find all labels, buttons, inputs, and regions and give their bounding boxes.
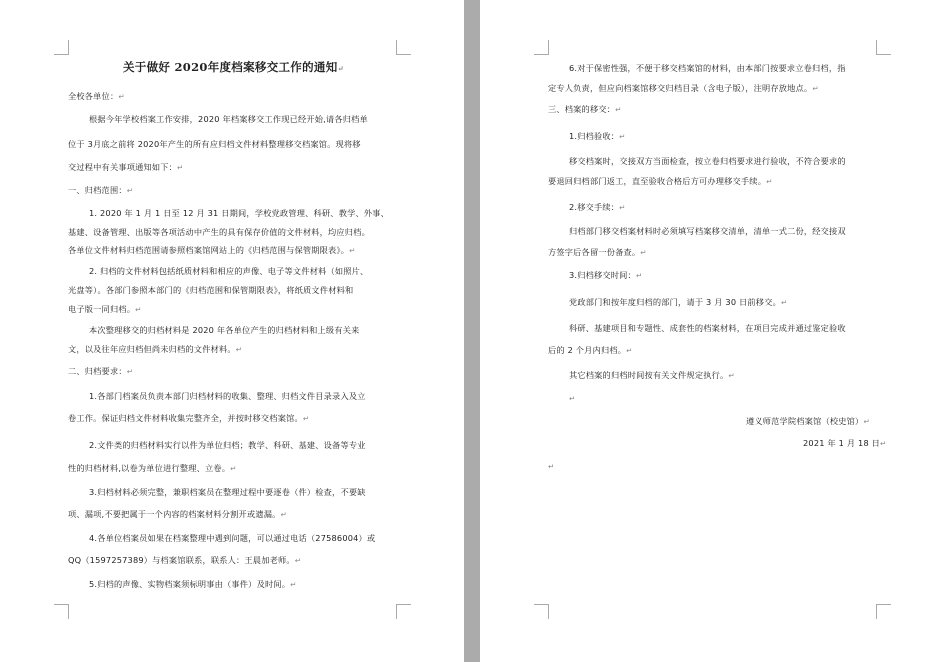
section1-heading: 一、归档范围：↵ <box>68 185 134 195</box>
empty-paragraph-mark: ↵ <box>569 394 576 403</box>
s1-item2-line: 2. 归档的文件材料包括纸质材料和相应的声像、电子等文件材料（如照片、 <box>89 266 369 276</box>
document-page-2[interactable] <box>480 0 946 662</box>
s3-sub1-text-line: 要退回归档部门返工，直至验收合格后方可办理移交手续。↵ <box>548 176 773 186</box>
document-page-1[interactable] <box>0 0 464 662</box>
s2-item3-line: 3.归档材料必须完整，兼职档案员在整理过程中要逐卷（件）检查，不要缺 <box>89 487 366 497</box>
s1-note-line: 文，以及往年应归档但尚未归档的文件材料。↵ <box>68 344 243 354</box>
s2-item5-line: 5.归档的声像、实物档案须标明事由（事件）及时间。↵ <box>89 579 297 589</box>
s1-item1-line: 1. 2020 年 1 月 1 日至 12 月 31 日期间，学校党政管理、科研、教学、外事、 <box>89 208 390 218</box>
s3-sub2-heading: 2.移交手续：↵ <box>569 202 626 212</box>
intro-line: 交过程中有关事项通知如下：↵ <box>68 162 184 172</box>
empty-paragraph-mark: ↵ <box>548 462 555 471</box>
s2-item2-line: 2.文件类的归档材料实行以件为单位归档；教学、科研、基建、设备等专业 <box>89 440 366 450</box>
s3-sub3-text3: 其它档案的归档时间按有关文件规定执行。↵ <box>569 370 735 380</box>
margin-corner-mark <box>876 604 891 619</box>
margin-corner-mark <box>876 40 891 55</box>
s3-sub2-text-line: 归档部门移交档案材料时必须填写档案移交清单，清单一式二份，经交接双 <box>569 226 846 236</box>
margin-corner-mark <box>54 604 69 619</box>
document-title: 关于做好 2020年度档案移交工作的通知↵ <box>123 60 345 74</box>
section3-heading: 三、档案的移交：↵ <box>548 104 622 114</box>
s2-item6-line: 定专人负责，但应向档案馆移交归档目录（含电子版），注明存放地点。↵ <box>548 83 819 93</box>
s2-item1-line: 1.各部门档案员负责本部门归档材料的收集、整理、归档文件目录录入及立 <box>89 391 366 401</box>
margin-corner-mark <box>396 40 411 55</box>
s1-item2-line: 电子版一同归档。↵ <box>68 304 142 314</box>
s3-sub3-text2-line: 科研、基建项目和专题性、成套性的档案材料，在项目完成并通过鉴定验收 <box>569 323 846 333</box>
salutation: 全校各单位：↵ <box>68 91 125 101</box>
margin-corner-mark <box>54 40 69 55</box>
s1-item1-line: 基建、设备管理、出版等各项活动中产生的具有保存价值的文件材料，均应归档。 <box>68 227 370 237</box>
section2-heading: 二、归档要求：↵ <box>68 366 134 376</box>
date: 2021 年 1 月 18 日↵ <box>803 438 887 448</box>
s1-item2-line: 光盘等）。各部门参照本部门的《归档范围和保管期限表》，将纸质文件材料和 <box>68 285 354 295</box>
intro-line: 位于 3月底之前将 2020年产生的所有应归档文件材料整理移交档案馆。现将移 <box>68 139 361 149</box>
s2-item2-line: 性的归档材料,以卷为单位进行整理、立卷。↵ <box>68 463 237 473</box>
margin-corner-mark <box>534 604 549 619</box>
s3-sub3-text1: 党政部门和按年度归档的部门，请于 3 月 30 日前移交。↵ <box>569 297 788 307</box>
s2-item6-line: 6.对于保密性强，不便于移交档案馆的材料，由本部门按要求立卷归档，指 <box>569 63 846 73</box>
s3-sub1-heading: 1.归档验收：↵ <box>569 131 626 141</box>
s3-sub3-text2-line: 后的 2 个月内归档。↵ <box>548 345 633 355</box>
margin-corner-mark <box>396 604 411 619</box>
margin-corner-mark <box>534 40 549 55</box>
s2-item1-line: 卷工作。保证归档文件材料收集完整齐全，并按时移交档案馆。↵ <box>68 413 310 423</box>
s3-sub3-heading: 3.归档移交时间：↵ <box>569 270 643 280</box>
intro-line: 根据今年学校档案工作安排，2020 年档案移交工作现已经开始,请各归档单 <box>89 114 368 124</box>
s2-item3-line: 项、漏项,不要把属于一个内容的档案材料分割开或遗漏。↵ <box>68 509 287 519</box>
s3-sub1-text-line: 移交档案时，交接双方当面检查，按立卷归档要求进行验收，不符合要求的 <box>569 156 846 166</box>
s1-note-line: 本次整理移交的归档材料是 2020 年各单位产生的归档材料和上级有关来 <box>89 325 360 335</box>
signature: 遵义师范学院档案馆（校史馆）↵ <box>746 416 870 426</box>
s2-item4-line: QQ（1597257389）与档案馆联系，联系人：王晨加老师。↵ <box>68 555 302 565</box>
s1-item1-line: 各单位文件材料归档范围请参照档案馆网站上的《归档范围与保管期限表》。↵ <box>68 245 356 255</box>
s3-sub2-text-line: 方签字后各留一份备查。↵ <box>548 247 647 257</box>
s2-item4-line: 4.各单位档案员如果在档案整理中遇到问题，可以通过电话（27586004）或 <box>89 533 376 543</box>
